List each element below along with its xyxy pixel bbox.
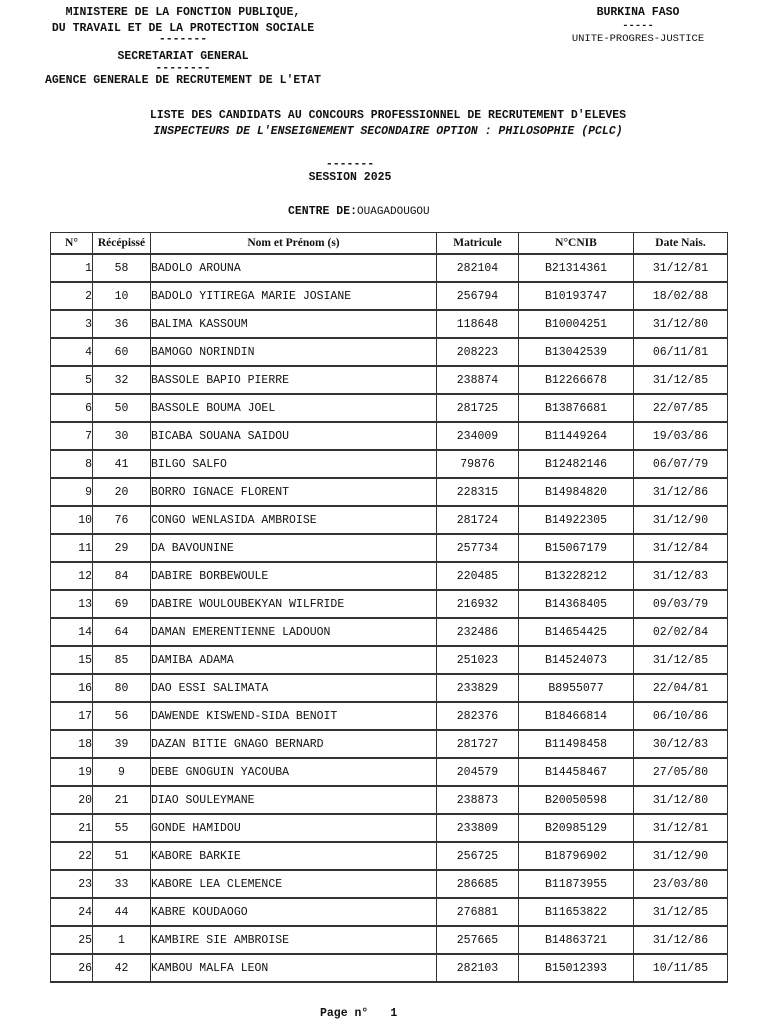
cell-birthdate: 22/04/81 — [634, 674, 728, 702]
ministry-header — [18, 5, 348, 89]
cell-birthdate: 02/02/84 — [634, 618, 728, 646]
cell-matricule: 238873 — [437, 786, 519, 814]
cell-cnib: B14524073 — [519, 646, 634, 674]
cell-cnib: B14922305 — [519, 506, 634, 534]
table-row — [51, 702, 728, 730]
cell-cnib: B12482146 — [519, 450, 634, 478]
cell-receipt: 69 — [93, 590, 151, 618]
cell-name: KAMBOU MALFA LEON — [151, 954, 437, 982]
cell-cnib: B11653822 — [519, 898, 634, 926]
table-row — [51, 282, 728, 310]
table-row — [51, 898, 728, 926]
cell-number: 6 — [51, 394, 93, 422]
country-header — [548, 5, 728, 47]
cell-matricule: 276881 — [437, 898, 519, 926]
cell-receipt: 85 — [93, 646, 151, 674]
cell-matricule: 118648 — [437, 310, 519, 338]
cell-birthdate: 31/12/81 — [634, 254, 728, 282]
cell-matricule: 238874 — [437, 366, 519, 394]
cell-cnib: B13228212 — [519, 562, 634, 590]
cell-birthdate: 27/05/80 — [634, 758, 728, 786]
cell-number: 7 — [51, 422, 93, 450]
cell-birthdate: 31/12/85 — [634, 898, 728, 926]
cell-name: BADOLO AROUNA — [151, 254, 437, 282]
cell-cnib: B20050598 — [519, 786, 634, 814]
table-row — [51, 394, 728, 422]
cell-number: 25 — [51, 926, 93, 954]
cell-matricule: 208223 — [437, 338, 519, 366]
cell-birthdate: 23/03/80 — [634, 870, 728, 898]
cell-number: 16 — [51, 674, 93, 702]
table-row — [51, 730, 728, 758]
cell-number: 11 — [51, 534, 93, 562]
cell-cnib: B10193747 — [519, 282, 634, 310]
cell-name: BASSOLE BAPIO PIERRE — [151, 366, 437, 394]
cell-matricule: 282376 — [437, 702, 519, 730]
cell-receipt: 1 — [93, 926, 151, 954]
cell-name: DAMAN EMERENTIENNE LADOUON — [151, 618, 437, 646]
title-line2: INSPECTEURS DE L'ENSEIGNEMENT SECONDAIRE OPTION : PHILOSOPHIE (PCLC) — [153, 125, 623, 138]
cell-receipt: 80 — [93, 674, 151, 702]
cell-cnib: B15067179 — [519, 534, 634, 562]
national-motto: UNITE-PROGRES-JUSTICE — [571, 33, 705, 45]
table-row — [51, 842, 728, 870]
cell-name: BICABA SOUANA SAIDOU — [151, 422, 437, 450]
cell-cnib: B10004251 — [519, 310, 634, 338]
table-body — [51, 254, 728, 982]
cell-receipt: 33 — [93, 870, 151, 898]
cell-receipt: 10 — [93, 282, 151, 310]
column-header-birthdate: Date Nais. — [634, 233, 728, 255]
centre-label: CENTRE DE: — [288, 205, 358, 218]
agency-name: AGENCE GENERALE DE RECRUTEMENT DE L'ETAT — [44, 74, 322, 87]
table-row — [51, 478, 728, 506]
cell-number: 24 — [51, 898, 93, 926]
country-name: BURKINA FASO — [596, 6, 680, 19]
cell-receipt: 76 — [93, 506, 151, 534]
cell-cnib: B14654425 — [519, 618, 634, 646]
cell-birthdate: 19/03/86 — [634, 422, 728, 450]
table-header-row — [51, 233, 728, 255]
cell-number: 5 — [51, 366, 93, 394]
cell-number: 12 — [51, 562, 93, 590]
cell-name: BALIMA KASSOUM — [151, 310, 437, 338]
cell-matricule: 282104 — [437, 254, 519, 282]
cell-matricule: 282103 — [437, 954, 519, 982]
column-header-name: Nom et Prénom (s) — [151, 233, 437, 255]
cell-receipt: 56 — [93, 702, 151, 730]
candidates-table — [50, 232, 728, 983]
cell-name: KAMBIRE SIE AMBROISE — [151, 926, 437, 954]
page-label: Page n° — [320, 1007, 369, 1020]
cell-name: CONGO WENLASIDA AMBROISE — [151, 506, 437, 534]
cell-receipt: 55 — [93, 814, 151, 842]
session-separator: ------- — [325, 158, 375, 171]
cell-receipt: 42 — [93, 954, 151, 982]
cell-number: 23 — [51, 870, 93, 898]
cell-name: BILGO SALFO — [151, 450, 437, 478]
cell-name: KABORE BARKIE — [151, 842, 437, 870]
table-row — [51, 786, 728, 814]
cell-name: KABORE LEA CLEMENCE — [151, 870, 437, 898]
cell-birthdate: 31/12/85 — [634, 366, 728, 394]
cell-cnib: B15012393 — [519, 954, 634, 982]
session-block — [200, 158, 500, 184]
cell-receipt: 44 — [93, 898, 151, 926]
cell-birthdate: 31/12/85 — [634, 646, 728, 674]
cell-receipt: 50 — [93, 394, 151, 422]
cell-matricule: 228315 — [437, 478, 519, 506]
cell-number: 10 — [51, 506, 93, 534]
cell-receipt: 58 — [93, 254, 151, 282]
cell-cnib: B14458467 — [519, 758, 634, 786]
table-row — [51, 954, 728, 982]
cell-cnib: B11873955 — [519, 870, 634, 898]
cell-number: 14 — [51, 618, 93, 646]
cell-number: 8 — [51, 450, 93, 478]
cell-cnib: B18466814 — [519, 702, 634, 730]
table-row — [51, 562, 728, 590]
column-header-receipt: Récépissé — [93, 233, 151, 255]
cell-receipt: 21 — [93, 786, 151, 814]
cell-matricule: 257734 — [437, 534, 519, 562]
cell-name: DAO ESSI SALIMATA — [151, 674, 437, 702]
cell-birthdate: 31/12/80 — [634, 786, 728, 814]
table-row — [51, 254, 728, 282]
ministry-name-line1: MINISTERE DE LA FONCTION PUBLIQUE, — [65, 6, 301, 19]
cell-name: DIAO SOULEYMANE — [151, 786, 437, 814]
cell-number: 9 — [51, 478, 93, 506]
cell-matricule: 281724 — [437, 506, 519, 534]
page-number: 1 — [390, 1007, 398, 1020]
cell-receipt: 36 — [93, 310, 151, 338]
cell-name: BADOLO YITIREGA MARIE JOSIANE — [151, 282, 437, 310]
cell-number: 2 — [51, 282, 93, 310]
cell-number: 19 — [51, 758, 93, 786]
cell-number: 18 — [51, 730, 93, 758]
table-row — [51, 646, 728, 674]
cell-number: 4 — [51, 338, 93, 366]
cell-matricule: 286685 — [437, 870, 519, 898]
column-header-cnib: N°CNIB — [519, 233, 634, 255]
table-row — [51, 758, 728, 786]
cell-cnib: B12266678 — [519, 366, 634, 394]
cell-receipt: 60 — [93, 338, 151, 366]
cell-birthdate: 31/12/90 — [634, 506, 728, 534]
cell-matricule: 256725 — [437, 842, 519, 870]
cell-matricule: 257665 — [437, 926, 519, 954]
table-row — [51, 450, 728, 478]
cell-birthdate: 31/12/86 — [634, 926, 728, 954]
cell-matricule: 216932 — [437, 590, 519, 618]
cell-cnib: B8955077 — [519, 674, 634, 702]
centre-line — [288, 205, 430, 218]
cell-name: GONDE HAMIDOU — [151, 814, 437, 842]
cell-birthdate: 30/12/83 — [634, 730, 728, 758]
cell-name: BASSOLE BOUMA JOEL — [151, 394, 437, 422]
table-row — [51, 422, 728, 450]
table-row — [51, 534, 728, 562]
cell-matricule: 256794 — [437, 282, 519, 310]
cell-birthdate: 31/12/80 — [634, 310, 728, 338]
cell-birthdate: 06/11/81 — [634, 338, 728, 366]
cell-name: DEBE GNOGUIN YACOUBA — [151, 758, 437, 786]
cell-cnib: B20985129 — [519, 814, 634, 842]
cell-number: 17 — [51, 702, 93, 730]
cell-birthdate: 31/12/81 — [634, 814, 728, 842]
column-header-number: N° — [51, 233, 93, 255]
cell-matricule: 220485 — [437, 562, 519, 590]
cell-number: 21 — [51, 814, 93, 842]
cell-matricule: 251023 — [437, 646, 519, 674]
cell-birthdate: 31/12/84 — [634, 534, 728, 562]
cell-receipt: 20 — [93, 478, 151, 506]
cell-cnib: B13876681 — [519, 394, 634, 422]
cell-number: 20 — [51, 786, 93, 814]
cell-name: DA BAVOUNINE — [151, 534, 437, 562]
table-row — [51, 674, 728, 702]
cell-name: DAMIBA ADAMA — [151, 646, 437, 674]
cell-matricule: 204579 — [437, 758, 519, 786]
table-row — [51, 506, 728, 534]
cell-matricule: 79876 — [437, 450, 519, 478]
cell-cnib: B14984820 — [519, 478, 634, 506]
cell-receipt: 51 — [93, 842, 151, 870]
cell-birthdate: 18/02/88 — [634, 282, 728, 310]
cell-matricule: 281727 — [437, 730, 519, 758]
cell-receipt: 41 — [93, 450, 151, 478]
cell-matricule: 234009 — [437, 422, 519, 450]
cell-number: 3 — [51, 310, 93, 338]
cell-matricule: 232486 — [437, 618, 519, 646]
table-row — [51, 926, 728, 954]
secretariat-name: SECRETARIAT GENERAL — [117, 50, 249, 63]
title-line1: LISTE DES CANDIDATS AU CONCOURS PROFESSIONNEL DE RECRUTEMENT D'ELEVES — [149, 109, 627, 122]
cell-name: DABIRE WOULOUBEKYAN WILFRIDE — [151, 590, 437, 618]
cell-birthdate: 31/12/86 — [634, 478, 728, 506]
cell-number: 1 — [51, 254, 93, 282]
header-separator: -------- — [155, 62, 211, 75]
cell-matricule: 281725 — [437, 394, 519, 422]
table-row — [51, 366, 728, 394]
table-row — [51, 618, 728, 646]
ministry-name-line2: DU TRAVAIL ET DE LA PROTECTION SOCIALE — [51, 22, 315, 35]
cell-name: DAWENDE KISWEND-SIDA BENOIT — [151, 702, 437, 730]
table-row — [51, 310, 728, 338]
cell-receipt: 84 — [93, 562, 151, 590]
cell-cnib: B11449264 — [519, 422, 634, 450]
table-row — [51, 338, 728, 366]
cell-name: BORRO IGNACE FLORENT — [151, 478, 437, 506]
cell-number: 22 — [51, 842, 93, 870]
cell-matricule: 233829 — [437, 674, 519, 702]
cell-birthdate: 31/12/90 — [634, 842, 728, 870]
document-title — [40, 108, 736, 140]
table-row — [51, 870, 728, 898]
cell-birthdate: 06/10/86 — [634, 702, 728, 730]
cell-receipt: 9 — [93, 758, 151, 786]
page-footer — [320, 1007, 397, 1020]
cell-name: KABRE KOUDAOGO — [151, 898, 437, 926]
cell-receipt: 29 — [93, 534, 151, 562]
cell-receipt: 39 — [93, 730, 151, 758]
centre-value: OUAGADOUGOU — [357, 206, 430, 218]
cell-birthdate: 06/07/79 — [634, 450, 728, 478]
cell-cnib: B11498458 — [519, 730, 634, 758]
cell-cnib: B14368405 — [519, 590, 634, 618]
header-separator: ------- — [158, 33, 208, 46]
session-label: SESSION 2025 — [308, 171, 392, 184]
cell-receipt: 32 — [93, 366, 151, 394]
cell-number: 15 — [51, 646, 93, 674]
cell-cnib: B13042539 — [519, 338, 634, 366]
cell-birthdate: 10/11/85 — [634, 954, 728, 982]
cell-name: BAMOGO NORINDIN — [151, 338, 437, 366]
cell-matricule: 233809 — [437, 814, 519, 842]
cell-name: DAZAN BITIE GNAGO BERNARD — [151, 730, 437, 758]
cell-birthdate: 22/07/85 — [634, 394, 728, 422]
cell-birthdate: 31/12/83 — [634, 562, 728, 590]
cell-birthdate: 09/03/79 — [634, 590, 728, 618]
cell-number: 13 — [51, 590, 93, 618]
table-row — [51, 590, 728, 618]
cell-cnib: B18796902 — [519, 842, 634, 870]
cell-number: 26 — [51, 954, 93, 982]
cell-cnib: B14863721 — [519, 926, 634, 954]
table-row — [51, 814, 728, 842]
cell-receipt: 64 — [93, 618, 151, 646]
cell-name: DABIRE BORBEWOULE — [151, 562, 437, 590]
cell-cnib: B21314361 — [519, 254, 634, 282]
column-header-matricule: Matricule — [437, 233, 519, 255]
cell-receipt: 30 — [93, 422, 151, 450]
country-separator: ----- — [622, 20, 654, 32]
